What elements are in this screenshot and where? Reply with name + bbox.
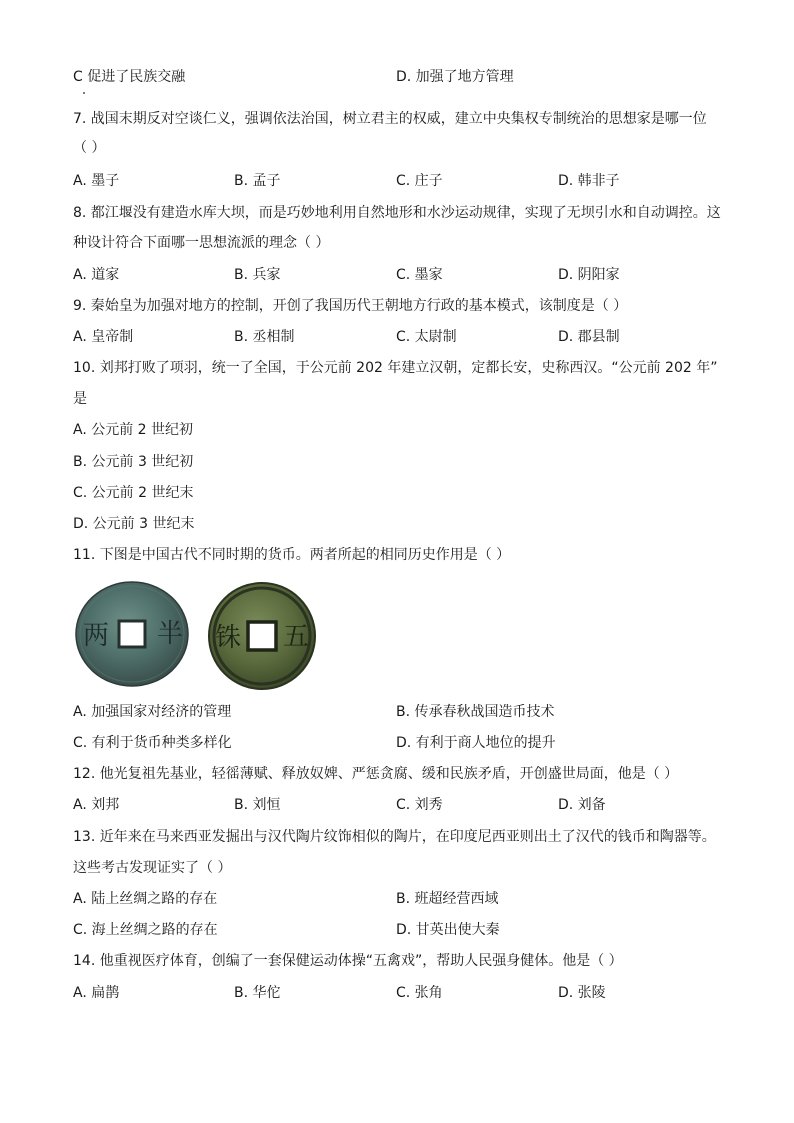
q8-stem-line1: 8. 都江堰没有建造水库大坝，而是巧妙地利用自然地形和水沙运动规律，实现了无坝引水和自动调控。这 (73, 205, 721, 221)
wu-zhu-coin (209, 583, 315, 689)
q9-stem: 9. 秦始皇为加强对地方的控制，开创了我国历代王朝地方行政的基本模式，该制度是（ ） (73, 298, 628, 314)
q14-option-c: C. 张角 (396, 985, 443, 1001)
q9-option-d: D. 郡县制 (558, 329, 620, 345)
q7-option-c: C. 庄子 (396, 173, 443, 189)
q6-option-d: D. 加强了地方管理 (396, 69, 514, 85)
q7-option-d: D. 韩非子 (558, 173, 620, 189)
coin1-left-char: 两 (82, 621, 110, 651)
coin2-right-char: 五 (282, 622, 310, 652)
q14-option-d: D. 张陵 (558, 985, 606, 1001)
q11-option-c: C. 有利于货币种类多样化 (73, 735, 232, 751)
q14-option-a: A. 扁鹊 (73, 985, 120, 1001)
q11-option-a: A. 加强国家对经济的管理 (73, 704, 232, 720)
q6-option-c: C 促进了民族交融 (73, 69, 186, 85)
q7-stem: 7. 战国末期反对空谈仁义，强调依法治国，树立君主的权威，建立中央集权专制统治的思想家是哪一位 (73, 111, 707, 127)
q10-option-b: B. 公元前 3 世纪初 (73, 454, 194, 470)
coin1-right-char: 半 (156, 619, 184, 649)
q10-stem-line2: 是 (73, 391, 87, 407)
q8-option-a: A. 道家 (73, 267, 120, 283)
q8-option-c: C. 墨家 (396, 267, 443, 283)
q8-option-b: B. 兵家 (234, 267, 281, 283)
q8-option-d: D. 阴阳家 (558, 267, 620, 283)
ancient-coins-figure (74, 578, 324, 693)
q14-stem: 14. 他重视医疗体育，创编了一套保健运动体操“五禽戏”，帮助人民强身健体。他是（ ） (73, 953, 623, 969)
stray-mark (83, 92, 85, 94)
q13-option-a: A. 陆上丝绸之路的存在 (73, 891, 218, 907)
q8-stem-line2: 种设计符合下面哪一思想流派的理念（ ） (73, 235, 330, 251)
q12-option-c: C. 刘秀 (396, 797, 443, 813)
q11-option-b: B. 传承春秋战国造币技术 (396, 704, 555, 720)
q7-option-b: B. 孟子 (234, 173, 281, 189)
q11-stem: 11. 下图是中国古代不同时期的货币。两者所起的相同历史作用是（ ） (73, 547, 511, 563)
q13-option-d: D. 甘英出使大秦 (396, 922, 500, 938)
q12-option-b: B. 刘恒 (234, 797, 281, 813)
q13-stem-line2: 这些考古发现证实了（ ） (73, 860, 232, 876)
q10-option-a: A. 公元前 2 世纪初 (73, 422, 194, 438)
q10-option-c: C. 公元前 2 世纪末 (73, 485, 194, 501)
ban-liang-coin (76, 582, 188, 686)
q9-option-b: B. 丞相制 (234, 329, 295, 345)
q13-stem-line1: 13. 近年来在马来西亚发掘出与汉代陶片纹饰相似的陶片，在印度尼西亚则出土了汉代的钱币和陶器等。 (73, 829, 716, 845)
q10-option-d: D. 公元前 3 世纪末 (73, 516, 195, 532)
q13-option-b: B. 班超经营西域 (396, 891, 499, 907)
q9-option-c: C. 太尉制 (396, 329, 457, 345)
q10-stem-line1: 10. 刘邦打败了项羽，统一了全国，于公元前 202 年建立汉朝，定都长安，史称西汉。“公元前 202 年” (73, 360, 718, 376)
q14-option-b: B. 华佗 (234, 985, 281, 1001)
q11-option-d: D. 有利于商人地位的提升 (396, 735, 556, 751)
q12-option-d: D. 刘备 (558, 797, 606, 813)
q13-option-c: C. 海上丝绸之路的存在 (73, 922, 218, 938)
q12-option-a: A. 刘邦 (73, 797, 120, 813)
q12-stem: 12. 他光复祖先基业，轻徭薄赋、释放奴婢、严惩贪腐、缓和民族矛盾，开创盛世局面，他是（ ） (73, 766, 679, 782)
q7-option-a: A. 墨子 (73, 173, 120, 189)
q7-answer-bracket: （ ） (73, 140, 106, 156)
coin2-left-char: 铢 (214, 623, 242, 653)
q9-option-a: A. 皇帝制 (73, 329, 134, 345)
